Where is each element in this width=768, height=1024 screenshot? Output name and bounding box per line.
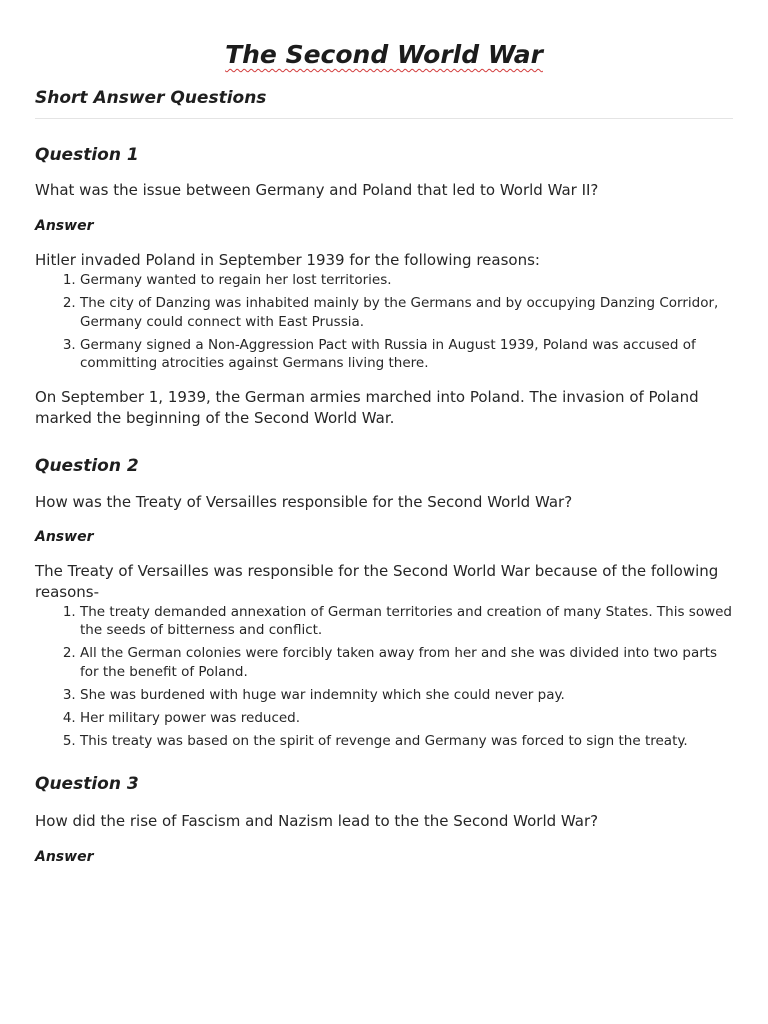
question-1-answer-intro: Hitler invaded Poland in September 1939 for the following reasons:: [35, 251, 540, 269]
question-2-reasons-list: [35, 603, 733, 751]
list-item: 3. Germany signed a Non-Aggression Pact with Russia in August 1939, Poland was accused of committing atrocities against Germans living there.: [80, 336, 733, 373]
list-item: 4. Her military power was reduced.: [80, 709, 733, 728]
list-item: 5. This treaty was based on the spirit of revenge and Germany was forced to sign the treaty.: [80, 732, 733, 751]
document-title-text: The Second World War: [225, 40, 543, 69]
question-1-heading: Question 1: [35, 145, 139, 165]
list-item: 2. All the German colonies were forcibly taken away from her and she was divided into two parts for the benefit of Poland.: [80, 644, 733, 681]
question-1-reasons-list: [35, 271, 733, 373]
document-title: [35, 0, 733, 72]
section-heading: Short Answer Questions: [35, 86, 733, 119]
question-2-answer-label: Answer: [35, 528, 94, 545]
question-1-text: What was the issue between Germany and Poland that led to World War II?: [35, 181, 599, 199]
question-2-answer-intro: The Treaty of Versailles was responsible for the Second World War because of the following reasons-: [35, 561, 719, 601]
list-item: 1. Germany wanted to regain her lost territories.: [80, 271, 733, 290]
question-2-text: How was the Treaty of Versailles responsible for the Second World War?: [35, 492, 573, 511]
question-3-heading: Question 3: [35, 774, 139, 794]
list-item: 3. She was burdened with huge war indemnity which she could never pay.: [80, 686, 733, 705]
question-1-answer-conclusion: On September 1, 1939, the German armies marched into Poland. The invasion of Poland marked the beginning of the Second World War.: [35, 387, 699, 427]
list-item: 2. The city of Danzing was inhabited mainly by the Germans and by occupying Danzing Corridor, Germany could connect with East Prussia.: [80, 294, 733, 331]
question-2-heading: Question 2: [35, 455, 139, 476]
question-3-text: How did the rise of Fascism and Nazism lead to the the Second World War?: [35, 812, 599, 830]
list-item: 1. The treaty demanded annexation of German territories and creation of many States. This sowed the seeds of bitterness and conflict.: [80, 603, 733, 640]
question-1-answer-label: Answer: [35, 218, 94, 234]
question-3-answer-label: Answer: [35, 849, 94, 865]
